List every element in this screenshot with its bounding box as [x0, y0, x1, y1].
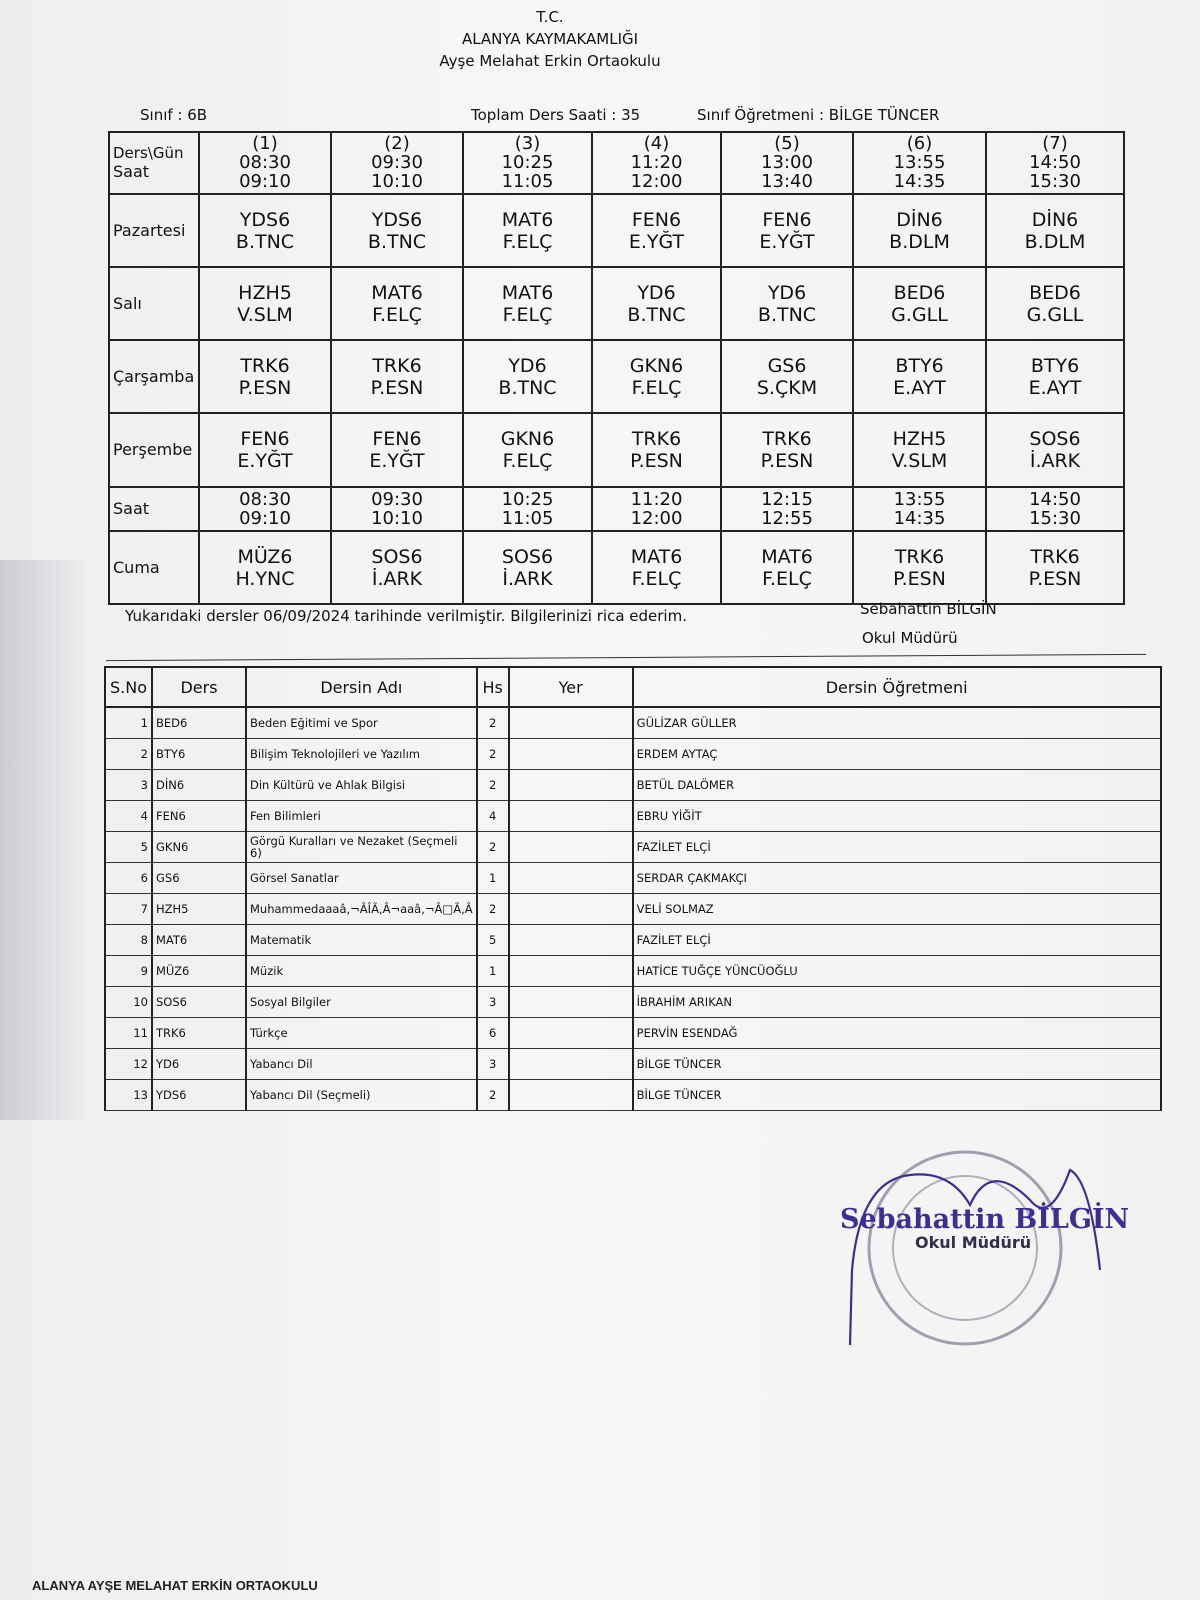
lesson-code: BTY6: [1030, 354, 1080, 377]
row-hours: 4: [477, 801, 509, 832]
row-hours: 2: [477, 707, 509, 739]
lesson-teacher: P.ESN: [893, 567, 946, 590]
lesson-code: MAT6: [761, 545, 813, 568]
row-place: [509, 739, 633, 770]
day-name: Perşembe: [109, 413, 199, 487]
row-hours: 2: [477, 832, 509, 863]
lesson-teacher: E.YĞT: [628, 230, 685, 253]
row-place: [509, 987, 633, 1018]
period-header-row: [109, 132, 1124, 194]
period-cell: [986, 132, 1124, 194]
lesson-teacher: E.YĞT: [369, 450, 425, 472]
lesson-cell: [721, 413, 853, 487]
saat-label: Saat: [109, 487, 199, 531]
row-teacher: ERDEM AYTAÇ: [633, 739, 1161, 770]
lesson-code: SOS6: [371, 545, 423, 568]
lesson-code: BTY6: [895, 354, 944, 377]
table-row: [105, 1018, 1161, 1049]
lesson-cell: [199, 340, 331, 413]
period-start: 13:00: [761, 152, 813, 173]
period-cell: [463, 132, 592, 194]
row-no: 7: [105, 894, 152, 925]
row-code: YDS6: [152, 1080, 246, 1111]
course-list-header: [105, 667, 1161, 707]
row-teacher: HATİCE TUĞÇE YÜNCÜOĞLU: [633, 956, 1161, 987]
period-start: 11:20: [630, 152, 683, 173]
row-no: 5: [105, 832, 152, 863]
lesson-cell: [199, 413, 331, 487]
row-no: 6: [105, 863, 152, 894]
period-cell: [853, 132, 986, 194]
lesson-teacher: V.SLM: [237, 303, 293, 326]
lesson-teacher: P.ESN: [238, 376, 292, 399]
lesson-teacher: İ.ARK: [502, 567, 553, 590]
row-hours: 5: [477, 925, 509, 956]
time-start: 14:50: [1029, 489, 1081, 510]
total-hours: Toplam Ders Saati : 35: [471, 106, 641, 124]
row-name: Beden Eğitimi ve Spor: [246, 707, 477, 739]
lesson-cell: [592, 340, 721, 413]
period-cell: [199, 132, 331, 194]
note-text: Yukarıdaki dersler 06/09/2024 tarihinde verilmiştir. Bilgilerinizi rica ederim.: [125, 607, 687, 625]
row-place: [509, 925, 633, 956]
lesson-teacher: F.ELÇ: [502, 303, 553, 326]
lesson-teacher: F.ELÇ: [631, 567, 682, 590]
row-name: Yabancı Dil: [246, 1049, 477, 1080]
time-start: 11:20: [630, 489, 683, 510]
row-no: 12: [105, 1049, 152, 1080]
lesson-code: YD6: [637, 281, 676, 304]
lesson-teacher: E.YĞT: [759, 230, 815, 253]
time-start: 09:30: [371, 489, 423, 510]
row-code: GKN6: [152, 832, 246, 863]
course-list-table: [104, 666, 1162, 1111]
official-stamp: [830, 1130, 1130, 1370]
row-no: 10: [105, 987, 152, 1018]
lesson-cell: [331, 340, 463, 413]
row-place: [509, 707, 633, 739]
period-start: 14:50: [1029, 152, 1081, 173]
row-no: 4: [105, 801, 152, 832]
period-end: 13:40: [761, 171, 813, 192]
row-code: BTY6: [152, 739, 246, 770]
row-teacher: BETÜL DALÖMER: [633, 770, 1161, 801]
period-end: 14:35: [893, 171, 946, 192]
header-code: Ders: [152, 667, 246, 707]
lesson-teacher: G.GLL: [891, 303, 948, 326]
row-teacher: VELİ SOLMAZ: [633, 894, 1161, 925]
time-cell: [331, 487, 463, 531]
lesson-code: MAT6: [501, 281, 554, 304]
row-place: [509, 863, 633, 894]
time-end: 09:10: [239, 508, 291, 529]
period-end: 11:05: [501, 171, 554, 192]
lesson-teacher: F.ELÇ: [631, 376, 682, 399]
lesson-cell: [721, 531, 853, 604]
lesson-cell: [853, 267, 986, 340]
table-row: [105, 1049, 1161, 1080]
row-teacher: EBRU YİĞİT: [633, 801, 1161, 832]
row-name: Matematik: [246, 925, 477, 956]
lesson-cell: [592, 267, 721, 340]
time-start: 13:55: [893, 489, 946, 510]
table-row: [105, 987, 1161, 1018]
lesson-teacher: G.GLL: [1026, 303, 1084, 326]
lesson-code: BED6: [1029, 281, 1081, 304]
footer-school-name: ALANYA AYŞE MELAHAT ERKİN ORTAOKULU: [32, 1578, 318, 1593]
lesson-cell: [199, 267, 331, 340]
lesson-teacher: P.ESN: [1028, 567, 1082, 590]
row-teacher: PERVİN ESENDAĞ: [633, 1018, 1161, 1049]
day-name: Çarşamba: [109, 340, 199, 413]
lesson-code: YD6: [767, 281, 807, 304]
period-number: (7): [1042, 133, 1068, 154]
row-no: 9: [105, 956, 152, 987]
header-hours: Hs: [477, 667, 509, 707]
lesson-cell: [331, 413, 463, 487]
day-name: Salı: [109, 267, 199, 340]
period-number: (6): [906, 133, 933, 154]
time-start: 10:25: [501, 489, 554, 510]
lesson-teacher: V.SLM: [891, 450, 948, 472]
lesson-code: MÜZ6: [237, 545, 293, 568]
lesson-code: FEN6: [372, 428, 422, 450]
period-number: (2): [384, 133, 410, 154]
table-row: [105, 707, 1161, 739]
lesson-teacher: B.TNC: [498, 376, 557, 399]
lesson-teacher: F.ELÇ: [502, 230, 553, 253]
lesson-code: YDS6: [239, 208, 291, 231]
day-row-monday: [109, 194, 1124, 267]
lesson-teacher: F.ELÇ: [502, 450, 553, 472]
row-no: 3: [105, 770, 152, 801]
divider: [106, 654, 1146, 661]
period-cell: [721, 132, 853, 194]
table-row: [105, 832, 1161, 863]
row-place: [509, 832, 633, 863]
row-no: 1: [105, 707, 152, 739]
lesson-code: FEN6: [631, 208, 682, 231]
row-no: 8: [105, 925, 152, 956]
time-cell: [592, 487, 721, 531]
lesson-cell: [463, 413, 592, 487]
lesson-teacher: B.DLM: [1024, 230, 1086, 253]
lesson-cell: [199, 531, 331, 604]
row-place: [509, 801, 633, 832]
row-name: Görgü Kuralları ve Nezaket (Seçmeli 6): [246, 832, 477, 863]
table-row: [105, 1080, 1161, 1111]
table-row: [105, 739, 1161, 770]
row-name: Türkçe: [246, 1018, 477, 1049]
lesson-teacher: İ.ARK: [371, 567, 423, 590]
row-code: BED6: [152, 707, 246, 739]
row-no: 2: [105, 739, 152, 770]
row-hours: 2: [477, 739, 509, 770]
table-row: [105, 801, 1161, 832]
saat-label: Saat: [113, 161, 150, 181]
lesson-code: TRK6: [372, 354, 422, 377]
time-cell: [463, 487, 592, 531]
lesson-teacher: F.ELÇ: [762, 567, 812, 590]
day-name: Pazartesi: [109, 194, 199, 267]
weekly-schedule-table: [108, 131, 1125, 605]
lesson-cell: [986, 267, 1124, 340]
period-cell: [331, 132, 463, 194]
time-cell: [199, 487, 331, 531]
row-teacher: FAZİLET ELÇİ: [633, 832, 1161, 863]
lesson-teacher: P.ESN: [630, 450, 683, 472]
row-hours: 2: [477, 894, 509, 925]
row-name: Yabancı Dil (Seçmeli): [246, 1080, 477, 1111]
row-teacher: GÜLİZAR GÜLLER: [633, 707, 1161, 739]
row-code: HZH5: [152, 894, 246, 925]
lesson-cell: [463, 531, 592, 604]
lesson-code: MAT6: [371, 281, 423, 304]
day-row-friday: [109, 531, 1124, 604]
lesson-code: BED6: [893, 281, 946, 304]
lesson-code: MAT6: [630, 545, 683, 568]
lesson-code: HZH5: [892, 428, 947, 450]
principal-name: Sebahattin BİLGİN: [860, 600, 997, 618]
lesson-code: GKN6: [500, 428, 555, 450]
stamp-name: Sebahattin BİLGİN: [840, 1204, 1130, 1235]
period-end: 09:10: [239, 171, 291, 192]
header-place: Yer: [509, 667, 633, 707]
lesson-teacher: B.TNC: [367, 230, 427, 253]
lesson-cell: [592, 413, 721, 487]
row-name: Görsel Sanatlar: [246, 863, 477, 894]
period-end: 10:10: [371, 171, 423, 192]
row-place: [509, 770, 633, 801]
table-row: [105, 925, 1161, 956]
period-start: 13:55: [893, 152, 946, 173]
row-no: 11: [105, 1018, 152, 1049]
period-start: 09:30: [371, 152, 423, 173]
lesson-code: TRK6: [894, 545, 945, 568]
period-end: 12:00: [630, 171, 683, 192]
row-code: TRK6: [152, 1018, 246, 1049]
lesson-code: MAT6: [501, 208, 554, 231]
time-end: 11:05: [501, 508, 554, 529]
lesson-code: HZH5: [238, 281, 292, 304]
header-name: Dersin Adı: [246, 667, 477, 707]
row-code: MÜZ6: [152, 956, 246, 987]
lesson-teacher: E.YĞT: [237, 450, 293, 472]
time-end: 12:55: [761, 508, 813, 529]
lesson-cell: [986, 340, 1124, 413]
time-end: 14:35: [893, 508, 946, 529]
row-code: FEN6: [152, 801, 246, 832]
period-end: 15:30: [1029, 171, 1081, 192]
row-no: 13: [105, 1080, 152, 1111]
row-name: Din Kültürü ve Ahlak Bilgisi: [246, 770, 477, 801]
period-cell: [592, 132, 721, 194]
lesson-cell: [853, 531, 986, 604]
lesson-cell: [199, 194, 331, 267]
corner-cell: [109, 132, 199, 194]
lesson-code: SOS6: [501, 545, 554, 568]
table-row: [105, 770, 1161, 801]
header-line-1: T.C.: [536, 8, 564, 26]
lesson-teacher: E.AYT: [893, 376, 946, 399]
time-cell: [853, 487, 986, 531]
page-shadow: [0, 560, 90, 1120]
lesson-teacher: S.ÇKM: [756, 376, 818, 399]
row-hours: 3: [477, 987, 509, 1018]
row-hours: 6: [477, 1018, 509, 1049]
lesson-code: DİN6: [1031, 208, 1079, 231]
lesson-cell: [853, 194, 986, 267]
period-number: (1): [252, 133, 278, 154]
lesson-code: YDS6: [371, 208, 423, 231]
period-start: 08:30: [239, 152, 291, 173]
lesson-code: GKN6: [629, 354, 684, 377]
lesson-cell: [853, 413, 986, 487]
day-row-tuesday: [109, 267, 1124, 340]
row-hours: 2: [477, 770, 509, 801]
row-place: [509, 894, 633, 925]
time-start: 08:30: [239, 489, 291, 510]
row-hours: 1: [477, 956, 509, 987]
lesson-teacher: E.AYT: [1028, 376, 1082, 399]
table-row: [105, 863, 1161, 894]
row-name: Müzik: [246, 956, 477, 987]
lesson-teacher: H.YNC: [235, 567, 295, 590]
time-cell: [986, 487, 1124, 531]
row-hours: 2: [477, 1080, 509, 1111]
lesson-teacher: B.TNC: [235, 230, 295, 253]
day-row-thursday: [109, 413, 1124, 487]
row-teacher: BİLGE TÜNCER: [633, 1080, 1161, 1111]
time-end: 12:00: [630, 508, 683, 529]
lesson-teacher: P.ESN: [760, 450, 814, 472]
period-number: (5): [774, 133, 800, 154]
header-no: S.No: [105, 667, 152, 707]
lesson-cell: [463, 340, 592, 413]
lesson-cell: [721, 340, 853, 413]
lesson-cell: [721, 267, 853, 340]
period-number: (4): [643, 133, 670, 154]
lesson-code: SOS6: [1029, 428, 1081, 450]
row-code: MAT6: [152, 925, 246, 956]
day-name: Cuma: [109, 531, 199, 604]
row-name: Fen Bilimleri: [246, 801, 477, 832]
row-place: [509, 1080, 633, 1111]
lesson-code: FEN6: [240, 428, 290, 450]
lesson-teacher: B.TNC: [757, 303, 817, 326]
lesson-cell: [463, 194, 592, 267]
table-row: [105, 956, 1161, 987]
row-teacher: SERDAR ÇAKMAKÇI: [633, 863, 1161, 894]
school-name: Ayşe Melahat Erkin Ortaokulu: [439, 52, 661, 70]
lesson-code: DİN6: [896, 208, 943, 231]
row-code: YD6: [152, 1049, 246, 1080]
row-hours: 3: [477, 1049, 509, 1080]
lesson-cell: [986, 531, 1124, 604]
class-teacher: Sınıf Öğretmeni : BİLGE TÜNCER: [697, 106, 940, 124]
lesson-teacher: P.ESN: [370, 376, 424, 399]
lesson-cell: [331, 267, 463, 340]
class-label: Sınıf : 6B: [140, 106, 208, 124]
header-line-2: ALANYA KAYMAKAMLIĞI: [461, 30, 639, 48]
lesson-cell: [463, 267, 592, 340]
lesson-teacher: B.DLM: [889, 230, 950, 253]
lesson-code: TRK6: [762, 428, 812, 450]
lesson-cell: [331, 531, 463, 604]
lesson-teacher: F.ELÇ: [372, 303, 422, 326]
lesson-code: TRK6: [1030, 545, 1080, 568]
lesson-cell: [331, 194, 463, 267]
lesson-code: YD6: [508, 354, 547, 377]
row-teacher: BİLGE TÜNCER: [633, 1049, 1161, 1080]
lesson-cell: [986, 413, 1124, 487]
stamp-title: Okul Müdürü: [915, 1233, 1032, 1252]
row-code: GS6: [152, 863, 246, 894]
day-row-wednesday: [109, 340, 1124, 413]
corner-label: Ders\Gün: [113, 143, 184, 162]
row-place: [509, 956, 633, 987]
period-start: 10:25: [501, 152, 554, 173]
table-row: [105, 894, 1161, 925]
lesson-cell: [986, 194, 1124, 267]
lesson-cell: [853, 340, 986, 413]
lesson-code: TRK6: [240, 354, 290, 377]
row-teacher: FAZİLET ELÇİ: [633, 925, 1161, 956]
lesson-code: GS6: [767, 354, 807, 377]
time-start: 12:15: [761, 489, 813, 510]
lesson-code: FEN6: [762, 208, 812, 231]
row-code: SOS6: [152, 987, 246, 1018]
time-end: 15:30: [1029, 508, 1081, 529]
row-place: [509, 1018, 633, 1049]
row-place: [509, 1049, 633, 1080]
row-name: Muhammedaaaâ,¬ÂÎÃ,Â¬aaâ,¬Â□Ã,Â: [246, 894, 477, 925]
row-name: Sosyal Bilgiler: [246, 987, 477, 1018]
lesson-code: TRK6: [631, 428, 682, 450]
lesson-cell: [721, 194, 853, 267]
header-teacher: Dersin Öğretmeni: [633, 667, 1161, 707]
lesson-cell: [592, 531, 721, 604]
principal-title: Okul Müdürü: [862, 629, 958, 647]
time-cell: [721, 487, 853, 531]
row-hours: 1: [477, 863, 509, 894]
time-end: 10:10: [371, 508, 423, 529]
row-code: DİN6: [152, 770, 246, 801]
friday-time-row: [109, 487, 1124, 531]
lesson-teacher: İ.ARK: [1029, 450, 1081, 472]
period-number: (3): [514, 133, 541, 154]
lesson-cell: [592, 194, 721, 267]
row-name: Bilişim Teknolojileri ve Yazılım: [246, 739, 477, 770]
lesson-teacher: B.TNC: [627, 303, 686, 326]
row-teacher: İBRAHİM ARIKAN: [633, 987, 1161, 1018]
